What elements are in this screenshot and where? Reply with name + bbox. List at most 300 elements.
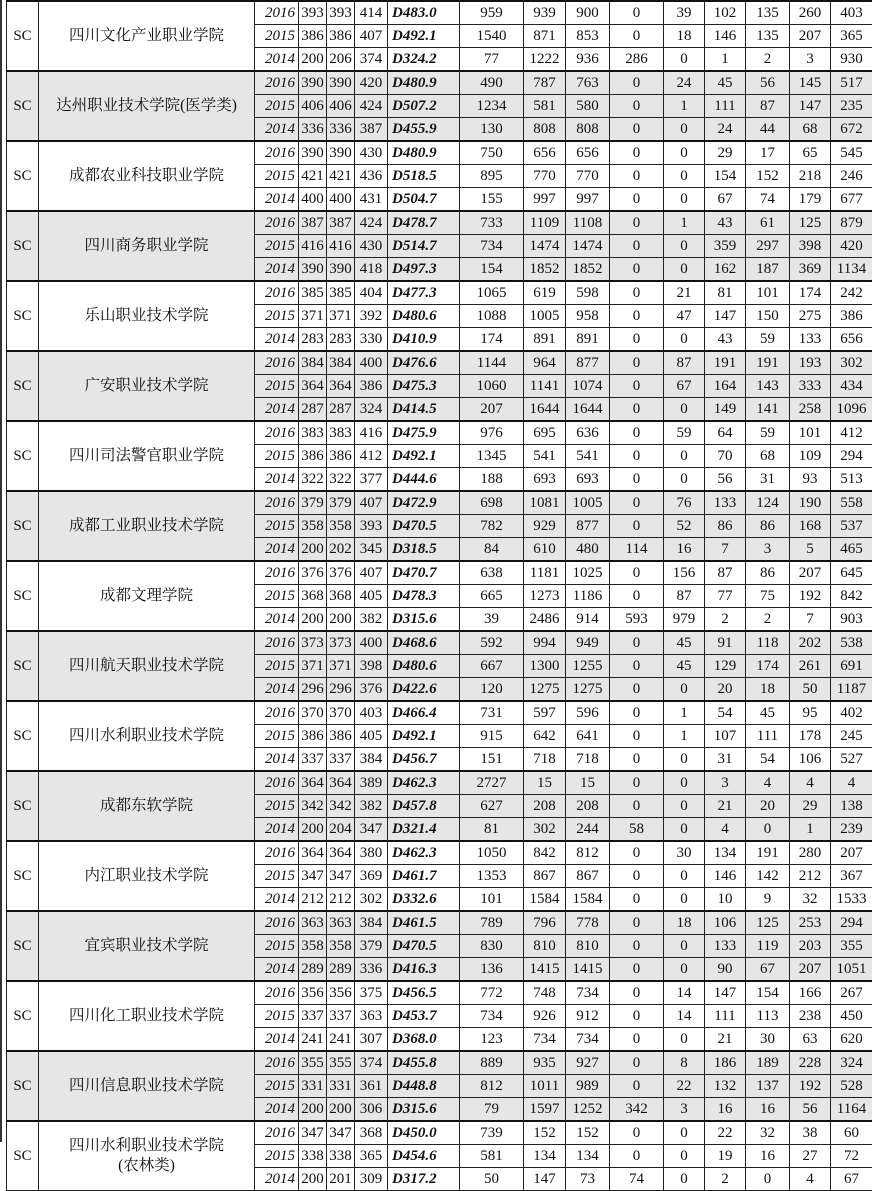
score-cell: 382 xyxy=(355,795,388,818)
count-cell: 1597 xyxy=(524,1098,566,1122)
year-cell: 2016 xyxy=(255,491,299,515)
count-cell: 734 xyxy=(566,981,610,1005)
score-cell: 337 xyxy=(299,1005,327,1028)
count-cell: 60 xyxy=(831,1121,872,1145)
count-cell: 1474 xyxy=(524,235,566,258)
score-cell: 374 xyxy=(355,1051,388,1075)
count-cell: 179 xyxy=(790,188,831,212)
count-cell: 1 xyxy=(664,725,705,748)
year-cell: 2016 xyxy=(255,211,299,235)
count-cell: 420 xyxy=(831,235,872,258)
count-cell: 16 xyxy=(705,1098,746,1122)
count-cell: 1255 xyxy=(566,655,610,678)
count-cell: 152 xyxy=(524,1121,566,1145)
d-value-cell: D476.6 xyxy=(388,351,460,375)
score-cell: 416 xyxy=(327,235,355,258)
count-cell: 142 xyxy=(746,865,790,888)
count-cell: 52 xyxy=(664,515,705,538)
year-cell: 2016 xyxy=(255,1051,299,1075)
count-cell: 877 xyxy=(566,351,610,375)
count-cell: 0 xyxy=(610,585,664,608)
year-cell: 2016 xyxy=(255,421,299,445)
college-name: 成都文理学院 xyxy=(39,561,255,631)
count-cell: 67 xyxy=(831,1168,872,1191)
count-cell: 193 xyxy=(790,351,831,375)
count-cell: 32 xyxy=(746,1121,790,1145)
count-cell: 22 xyxy=(705,1121,746,1145)
province-code: SC xyxy=(7,1,39,71)
count-cell: 0 xyxy=(610,1005,664,1028)
count-cell: 2727 xyxy=(460,771,524,795)
count-cell: 135 xyxy=(746,1,790,25)
score-cell: 430 xyxy=(355,141,388,165)
count-cell: 149 xyxy=(705,398,746,422)
year-cell: 2016 xyxy=(255,351,299,375)
count-cell: 59 xyxy=(746,421,790,445)
count-cell: 67 xyxy=(705,188,746,212)
count-cell: 267 xyxy=(831,981,872,1005)
d-value-cell: D518.5 xyxy=(388,165,460,188)
score-cell: 400 xyxy=(299,188,327,212)
count-cell: 65 xyxy=(790,141,831,165)
table-row xyxy=(7,771,872,795)
count-cell: 63 xyxy=(790,1028,831,1052)
count-cell: 734 xyxy=(566,1028,610,1052)
count-cell: 61 xyxy=(746,211,790,235)
score-cell: 390 xyxy=(327,71,355,95)
count-cell: 235 xyxy=(831,95,872,118)
count-cell: 73 xyxy=(566,1168,610,1191)
count-cell: 9 xyxy=(746,888,790,912)
count-cell: 87 xyxy=(746,95,790,118)
count-cell: 656 xyxy=(831,328,872,352)
score-cell: 390 xyxy=(299,258,327,282)
count-cell: 245 xyxy=(831,725,872,748)
college-name: 成都工业职业技术学院 xyxy=(39,491,255,561)
d-value-cell: D315.6 xyxy=(388,608,460,632)
count-cell: 0 xyxy=(610,981,664,1005)
count-cell: 927 xyxy=(566,1051,610,1075)
count-cell: 58 xyxy=(610,818,664,842)
count-cell: 0 xyxy=(610,445,664,468)
count-cell: 151 xyxy=(460,748,524,772)
count-cell: 718 xyxy=(524,748,566,772)
province-code: SC xyxy=(7,141,39,211)
d-value-cell: D455.8 xyxy=(388,1051,460,1075)
score-cell: 331 xyxy=(327,1075,355,1098)
count-cell: 141 xyxy=(746,398,790,422)
count-cell: 0 xyxy=(610,795,664,818)
score-cell: 421 xyxy=(327,165,355,188)
year-cell: 2015 xyxy=(255,795,299,818)
count-cell: 598 xyxy=(566,281,610,305)
score-cell: 342 xyxy=(327,795,355,818)
count-cell: 275 xyxy=(790,305,831,328)
year-cell: 2014 xyxy=(255,258,299,282)
count-cell: 109 xyxy=(790,445,831,468)
count-cell: 0 xyxy=(610,71,664,95)
count-cell: 24 xyxy=(664,71,705,95)
d-value-cell: D478.7 xyxy=(388,211,460,235)
score-cell: 364 xyxy=(327,771,355,795)
count-cell: 1275 xyxy=(524,678,566,702)
count-cell: 0 xyxy=(664,748,705,772)
score-cell: 368 xyxy=(299,585,327,608)
count-cell: 261 xyxy=(790,655,831,678)
province-code: SC xyxy=(7,981,39,1051)
count-cell: 86 xyxy=(705,515,746,538)
count-cell: 4 xyxy=(831,771,872,795)
score-cell: 364 xyxy=(299,375,327,398)
count-cell: 191 xyxy=(705,351,746,375)
count-cell: 0 xyxy=(610,281,664,305)
count-cell: 302 xyxy=(524,818,566,842)
count-cell: 24 xyxy=(705,118,746,142)
score-cell: 386 xyxy=(327,445,355,468)
score-cell: 379 xyxy=(355,935,388,958)
table-row xyxy=(7,351,872,375)
count-cell: 620 xyxy=(831,1028,872,1052)
count-cell: 59 xyxy=(664,421,705,445)
count-cell: 189 xyxy=(746,1051,790,1075)
count-cell: 645 xyxy=(831,561,872,585)
count-cell: 1141 xyxy=(524,375,566,398)
count-cell: 164 xyxy=(705,375,746,398)
count-cell: 134 xyxy=(566,1145,610,1168)
count-cell: 0 xyxy=(664,165,705,188)
count-cell: 0 xyxy=(610,211,664,235)
count-cell: 0 xyxy=(610,888,664,912)
score-cell: 384 xyxy=(327,351,355,375)
year-cell: 2016 xyxy=(255,561,299,585)
count-cell: 75 xyxy=(746,585,790,608)
count-cell: 192 xyxy=(790,1075,831,1098)
count-cell: 18 xyxy=(746,678,790,702)
score-cell: 212 xyxy=(327,888,355,912)
d-value-cell: D448.8 xyxy=(388,1075,460,1098)
count-cell: 186 xyxy=(705,1051,746,1075)
count-cell: 513 xyxy=(831,468,872,492)
count-cell: 168 xyxy=(790,515,831,538)
count-cell: 132 xyxy=(705,1075,746,1098)
count-cell: 1074 xyxy=(566,375,610,398)
count-cell: 989 xyxy=(566,1075,610,1098)
year-cell: 2014 xyxy=(255,188,299,212)
count-cell: 1144 xyxy=(460,351,524,375)
count-cell: 147 xyxy=(524,1168,566,1191)
year-cell: 2014 xyxy=(255,1098,299,1122)
score-cell: 363 xyxy=(299,911,327,935)
count-cell: 1584 xyxy=(524,888,566,912)
count-cell: 147 xyxy=(790,95,831,118)
count-cell: 14 xyxy=(664,981,705,1005)
count-cell: 693 xyxy=(566,468,610,492)
count-cell: 29 xyxy=(790,795,831,818)
d-value-cell: D462.3 xyxy=(388,841,460,865)
count-cell: 70 xyxy=(705,445,746,468)
count-cell: 693 xyxy=(524,468,566,492)
score-cell: 386 xyxy=(299,725,327,748)
score-cell: 383 xyxy=(327,421,355,445)
score-cell: 385 xyxy=(327,281,355,305)
count-cell: 1 xyxy=(664,95,705,118)
count-cell: 106 xyxy=(705,911,746,935)
table-row xyxy=(7,281,872,305)
count-cell: 218 xyxy=(790,165,831,188)
count-cell: 789 xyxy=(460,911,524,935)
year-cell: 2016 xyxy=(255,71,299,95)
count-cell: 734 xyxy=(460,1005,524,1028)
count-cell: 958 xyxy=(566,305,610,328)
count-cell: 1474 xyxy=(566,235,610,258)
count-cell: 0 xyxy=(610,655,664,678)
college-name: 四川文化产业职业学院 xyxy=(39,1,255,71)
count-cell: 81 xyxy=(705,281,746,305)
score-cell: 365 xyxy=(355,1145,388,1168)
province-code: SC xyxy=(7,421,39,491)
count-cell: 18 xyxy=(664,25,705,48)
count-cell: 926 xyxy=(524,1005,566,1028)
count-cell: 810 xyxy=(566,935,610,958)
score-cell: 406 xyxy=(299,95,327,118)
count-cell: 297 xyxy=(746,235,790,258)
count-cell: 68 xyxy=(746,445,790,468)
count-cell: 939 xyxy=(524,1,566,25)
score-cell: 412 xyxy=(355,445,388,468)
score-cell: 400 xyxy=(327,188,355,212)
score-cell: 431 xyxy=(355,188,388,212)
table-row xyxy=(7,71,872,95)
d-value-cell: D492.1 xyxy=(388,445,460,468)
count-cell: 136 xyxy=(460,958,524,982)
year-cell: 2015 xyxy=(255,25,299,48)
count-cell: 3 xyxy=(790,48,831,72)
count-cell: 0 xyxy=(610,561,664,585)
count-cell: 286 xyxy=(610,48,664,72)
count-cell: 386 xyxy=(831,305,872,328)
count-cell: 207 xyxy=(790,958,831,982)
count-cell: 143 xyxy=(746,375,790,398)
count-cell: 260 xyxy=(790,1,831,25)
count-cell: 154 xyxy=(705,165,746,188)
count-cell: 867 xyxy=(566,865,610,888)
score-cell: 358 xyxy=(327,935,355,958)
score-cell: 347 xyxy=(355,818,388,842)
score-cell: 393 xyxy=(327,1,355,25)
score-cell: 374 xyxy=(355,48,388,72)
college-name: 四川司法警官职业学院 xyxy=(39,421,255,491)
count-cell: 207 xyxy=(831,841,872,865)
d-value-cell: D480.6 xyxy=(388,305,460,328)
count-cell: 877 xyxy=(566,515,610,538)
d-value-cell: D480.9 xyxy=(388,71,460,95)
count-cell: 93 xyxy=(790,468,831,492)
table-row xyxy=(7,561,872,585)
count-cell: 50 xyxy=(460,1168,524,1191)
college-name: 四川水利职业技术学院 xyxy=(39,701,255,771)
count-cell: 87 xyxy=(705,561,746,585)
score-cell: 336 xyxy=(327,118,355,142)
table-row xyxy=(7,701,872,725)
score-cell: 368 xyxy=(355,1121,388,1145)
count-cell: 1852 xyxy=(566,258,610,282)
count-cell: 0 xyxy=(610,678,664,702)
count-cell: 718 xyxy=(566,748,610,772)
year-cell: 2015 xyxy=(255,655,299,678)
d-value-cell: D468.6 xyxy=(388,631,460,655)
count-cell: 7 xyxy=(705,538,746,562)
count-cell: 91 xyxy=(705,631,746,655)
count-cell: 1060 xyxy=(460,375,524,398)
count-cell: 0 xyxy=(610,235,664,258)
count-cell: 50 xyxy=(790,678,831,702)
count-cell: 0 xyxy=(610,725,664,748)
count-cell: 54 xyxy=(705,701,746,725)
count-cell: 842 xyxy=(524,841,566,865)
count-cell: 56 xyxy=(705,468,746,492)
score-cell: 361 xyxy=(355,1075,388,1098)
table-row xyxy=(7,1,872,25)
count-cell: 636 xyxy=(566,421,610,445)
count-cell: 964 xyxy=(524,351,566,375)
score-cell: 307 xyxy=(355,1028,388,1052)
count-cell: 74 xyxy=(610,1168,664,1191)
d-value-cell: D457.8 xyxy=(388,795,460,818)
count-cell: 77 xyxy=(705,585,746,608)
score-cell: 377 xyxy=(355,468,388,492)
count-cell: 763 xyxy=(566,71,610,95)
score-cell: 302 xyxy=(355,888,388,912)
count-cell: 174 xyxy=(460,328,524,352)
count-cell: 0 xyxy=(610,935,664,958)
score-cell: 400 xyxy=(355,351,388,375)
count-cell: 0 xyxy=(664,888,705,912)
count-cell: 0 xyxy=(610,1075,664,1098)
d-value-cell: D422.6 xyxy=(388,678,460,702)
count-cell: 480 xyxy=(566,538,610,562)
year-cell: 2015 xyxy=(255,445,299,468)
count-cell: 830 xyxy=(460,935,524,958)
count-cell: 138 xyxy=(831,795,872,818)
score-cell: 386 xyxy=(299,445,327,468)
score-cell: 386 xyxy=(327,725,355,748)
count-cell: 203 xyxy=(790,935,831,958)
score-cell: 200 xyxy=(299,1098,327,1122)
province-code: SC xyxy=(7,1121,39,1191)
province-code: SC xyxy=(7,351,39,421)
count-cell: 64 xyxy=(705,421,746,445)
count-cell: 207 xyxy=(790,25,831,48)
province-code: SC xyxy=(7,211,39,281)
count-cell: 997 xyxy=(524,188,566,212)
count-cell: 1096 xyxy=(831,398,872,422)
year-cell: 2016 xyxy=(255,141,299,165)
count-cell: 355 xyxy=(831,935,872,958)
college-name: 四川水利职业技术学院 (农林类) xyxy=(39,1121,255,1191)
count-cell: 0 xyxy=(664,795,705,818)
count-cell: 1275 xyxy=(566,678,610,702)
count-cell: 39 xyxy=(664,1,705,25)
count-cell: 695 xyxy=(524,421,566,445)
score-cell: 382 xyxy=(355,608,388,632)
count-cell: 0 xyxy=(664,468,705,492)
count-cell: 0 xyxy=(664,258,705,282)
count-cell: 45 xyxy=(746,701,790,725)
score-cell: 416 xyxy=(355,421,388,445)
d-value-cell: D470.5 xyxy=(388,515,460,538)
count-cell: 68 xyxy=(790,118,831,142)
count-cell: 1005 xyxy=(566,491,610,515)
score-cell: 322 xyxy=(327,468,355,492)
year-cell: 2015 xyxy=(255,235,299,258)
year-cell: 2014 xyxy=(255,1028,299,1052)
d-value-cell: D456.7 xyxy=(388,748,460,772)
count-cell: 31 xyxy=(746,468,790,492)
count-cell: 4 xyxy=(705,818,746,842)
table-row xyxy=(7,421,872,445)
count-cell: 145 xyxy=(790,71,831,95)
table-row xyxy=(7,211,872,235)
count-cell: 30 xyxy=(664,841,705,865)
score-cell: 337 xyxy=(327,1005,355,1028)
count-cell: 54 xyxy=(746,748,790,772)
count-cell: 871 xyxy=(524,25,566,48)
count-cell: 596 xyxy=(566,701,610,725)
score-cell: 337 xyxy=(327,748,355,772)
score-cell: 379 xyxy=(299,491,327,515)
count-cell: 212 xyxy=(790,865,831,888)
count-cell: 0 xyxy=(664,118,705,142)
count-cell: 47 xyxy=(664,305,705,328)
count-cell: 537 xyxy=(831,515,872,538)
d-value-cell: D414.5 xyxy=(388,398,460,422)
count-cell: 4 xyxy=(790,771,831,795)
count-cell: 79 xyxy=(460,1098,524,1122)
d-value-cell: D492.1 xyxy=(388,25,460,48)
d-value-cell: D368.0 xyxy=(388,1028,460,1052)
province-code: SC xyxy=(7,841,39,911)
score-cell: 380 xyxy=(355,841,388,865)
count-cell: 592 xyxy=(460,631,524,655)
count-cell: 86 xyxy=(746,515,790,538)
year-cell: 2016 xyxy=(255,1121,299,1145)
count-cell: 86 xyxy=(746,561,790,585)
province-code: SC xyxy=(7,1051,39,1121)
count-cell: 0 xyxy=(664,865,705,888)
count-cell: 246 xyxy=(831,165,872,188)
count-cell: 1181 xyxy=(524,561,566,585)
count-cell: 450 xyxy=(831,1005,872,1028)
college-name: 达州职业技术学院(医学类) xyxy=(39,71,255,141)
count-cell: 81 xyxy=(460,818,524,842)
count-cell: 1088 xyxy=(460,305,524,328)
college-name: 四川化工职业技术学院 xyxy=(39,981,255,1051)
count-cell: 0 xyxy=(746,1168,790,1191)
score-cell: 373 xyxy=(299,631,327,655)
d-value-cell: D475.3 xyxy=(388,375,460,398)
score-cell: 200 xyxy=(299,538,327,562)
year-cell: 2014 xyxy=(255,678,299,702)
score-cell: 364 xyxy=(299,771,327,795)
d-value-cell: D470.7 xyxy=(388,561,460,585)
count-cell: 1415 xyxy=(524,958,566,982)
count-cell: 137 xyxy=(746,1075,790,1098)
count-cell: 1584 xyxy=(566,888,610,912)
count-cell: 772 xyxy=(460,981,524,1005)
count-cell: 853 xyxy=(566,25,610,48)
count-cell: 0 xyxy=(664,818,705,842)
count-cell: 0 xyxy=(664,1145,705,1168)
